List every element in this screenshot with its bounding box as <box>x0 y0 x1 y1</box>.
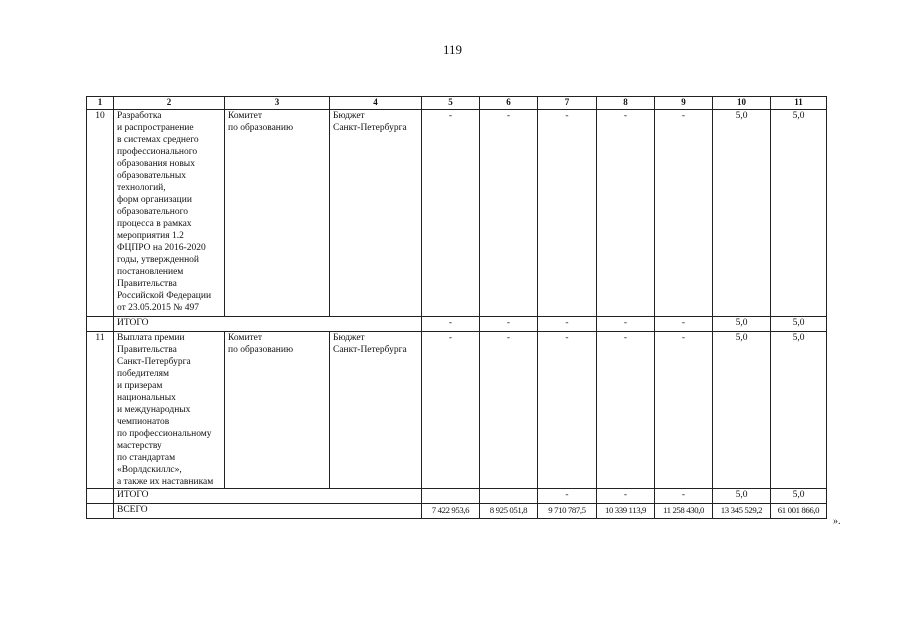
column-header: 3 <box>225 97 330 110</box>
value-cell: 5,0 <box>713 110 771 317</box>
column-header: 10 <box>713 97 771 110</box>
value-cell <box>480 489 538 504</box>
total-label: ИТОГО <box>114 317 422 332</box>
column-header: 7 <box>538 97 597 110</box>
value-cell: - <box>597 317 655 332</box>
value-cell: 13 345 529,2 <box>713 504 771 519</box>
value-cell: - <box>480 332 538 489</box>
row-number: 10 <box>87 110 114 317</box>
value-cell: - <box>480 317 538 332</box>
value-cell: 5,0 <box>713 332 771 489</box>
value-cell: 5,0 <box>713 317 771 332</box>
activity-cell: Разработка и распространение в системах среднего профессионального образования новых образовательных технологий, форм организации образовательного процесса в рамках мероприятия 1.2 ФЦПРО на 2016-2020 годы, утвержденной постановлением Правительства Российской Федерации от 23.05.2015 № 497 <box>114 110 225 317</box>
value-cell: - <box>422 332 480 489</box>
value-cell: - <box>422 317 480 332</box>
budget-table <box>86 96 827 519</box>
value-cell: - <box>538 110 597 317</box>
value-cell: 10 339 113,9 <box>597 504 655 519</box>
empty-cell <box>87 317 114 332</box>
value-cell: - <box>655 332 713 489</box>
value-cell: - <box>655 317 713 332</box>
column-header: 4 <box>330 97 422 110</box>
grand-total-label: ВСЕГО <box>114 504 422 519</box>
value-cell: - <box>480 110 538 317</box>
column-header: 6 <box>480 97 538 110</box>
table-row-total <box>87 489 827 504</box>
table-row-grand-total <box>87 504 827 519</box>
source-cell: Бюджет Санкт-Петербурга <box>330 110 422 317</box>
page-number: 119 <box>442 42 463 57</box>
value-cell: - <box>655 489 713 504</box>
value-cell: 11 258 430,0 <box>655 504 713 519</box>
value-cell: - <box>655 110 713 317</box>
value-cell: - <box>538 332 597 489</box>
column-header: 2 <box>114 97 225 110</box>
row-number: 11 <box>87 332 114 489</box>
value-cell: 5,0 <box>771 332 827 489</box>
total-label: ИТОГО <box>114 489 422 504</box>
table-row-total <box>87 317 827 332</box>
column-header: 11 <box>771 97 827 110</box>
empty-cell <box>87 489 114 504</box>
closing-quote-mark: ». <box>833 516 841 527</box>
activity-cell: Выплата премии Правительства Санкт-Петербурга победителям и призерам национальных и международных чемпионатов по профессиональному мастерству по стандартам «Ворлдскиллс», а также их наставникам <box>114 332 225 489</box>
source-cell: Бюджет Санкт-Петербурга <box>330 332 422 489</box>
value-cell: - <box>538 489 597 504</box>
table-row <box>87 332 827 489</box>
value-cell: 5,0 <box>771 489 827 504</box>
value-cell: - <box>597 489 655 504</box>
value-cell: 5,0 <box>771 317 827 332</box>
value-cell: - <box>538 317 597 332</box>
value-cell: 5,0 <box>713 489 771 504</box>
column-header: 8 <box>597 97 655 110</box>
value-cell: 8 925 051,8 <box>480 504 538 519</box>
table-row <box>87 110 827 317</box>
empty-cell <box>87 504 114 519</box>
value-cell: - <box>597 110 655 317</box>
value-cell: - <box>422 110 480 317</box>
column-header: 1 <box>87 97 114 110</box>
executor-cell: Комитет по образованию <box>225 110 330 317</box>
executor-cell: Комитет по образованию <box>225 332 330 489</box>
value-cell: 5,0 <box>771 110 827 317</box>
value-cell: 9 710 787,5 <box>538 504 597 519</box>
table-header-row <box>87 97 827 110</box>
value-cell <box>422 489 480 504</box>
column-header: 9 <box>655 97 713 110</box>
value-cell: 61 001 866,0 <box>771 504 827 519</box>
column-header: 5 <box>422 97 480 110</box>
value-cell: 7 422 953,6 <box>422 504 480 519</box>
value-cell: - <box>597 332 655 489</box>
